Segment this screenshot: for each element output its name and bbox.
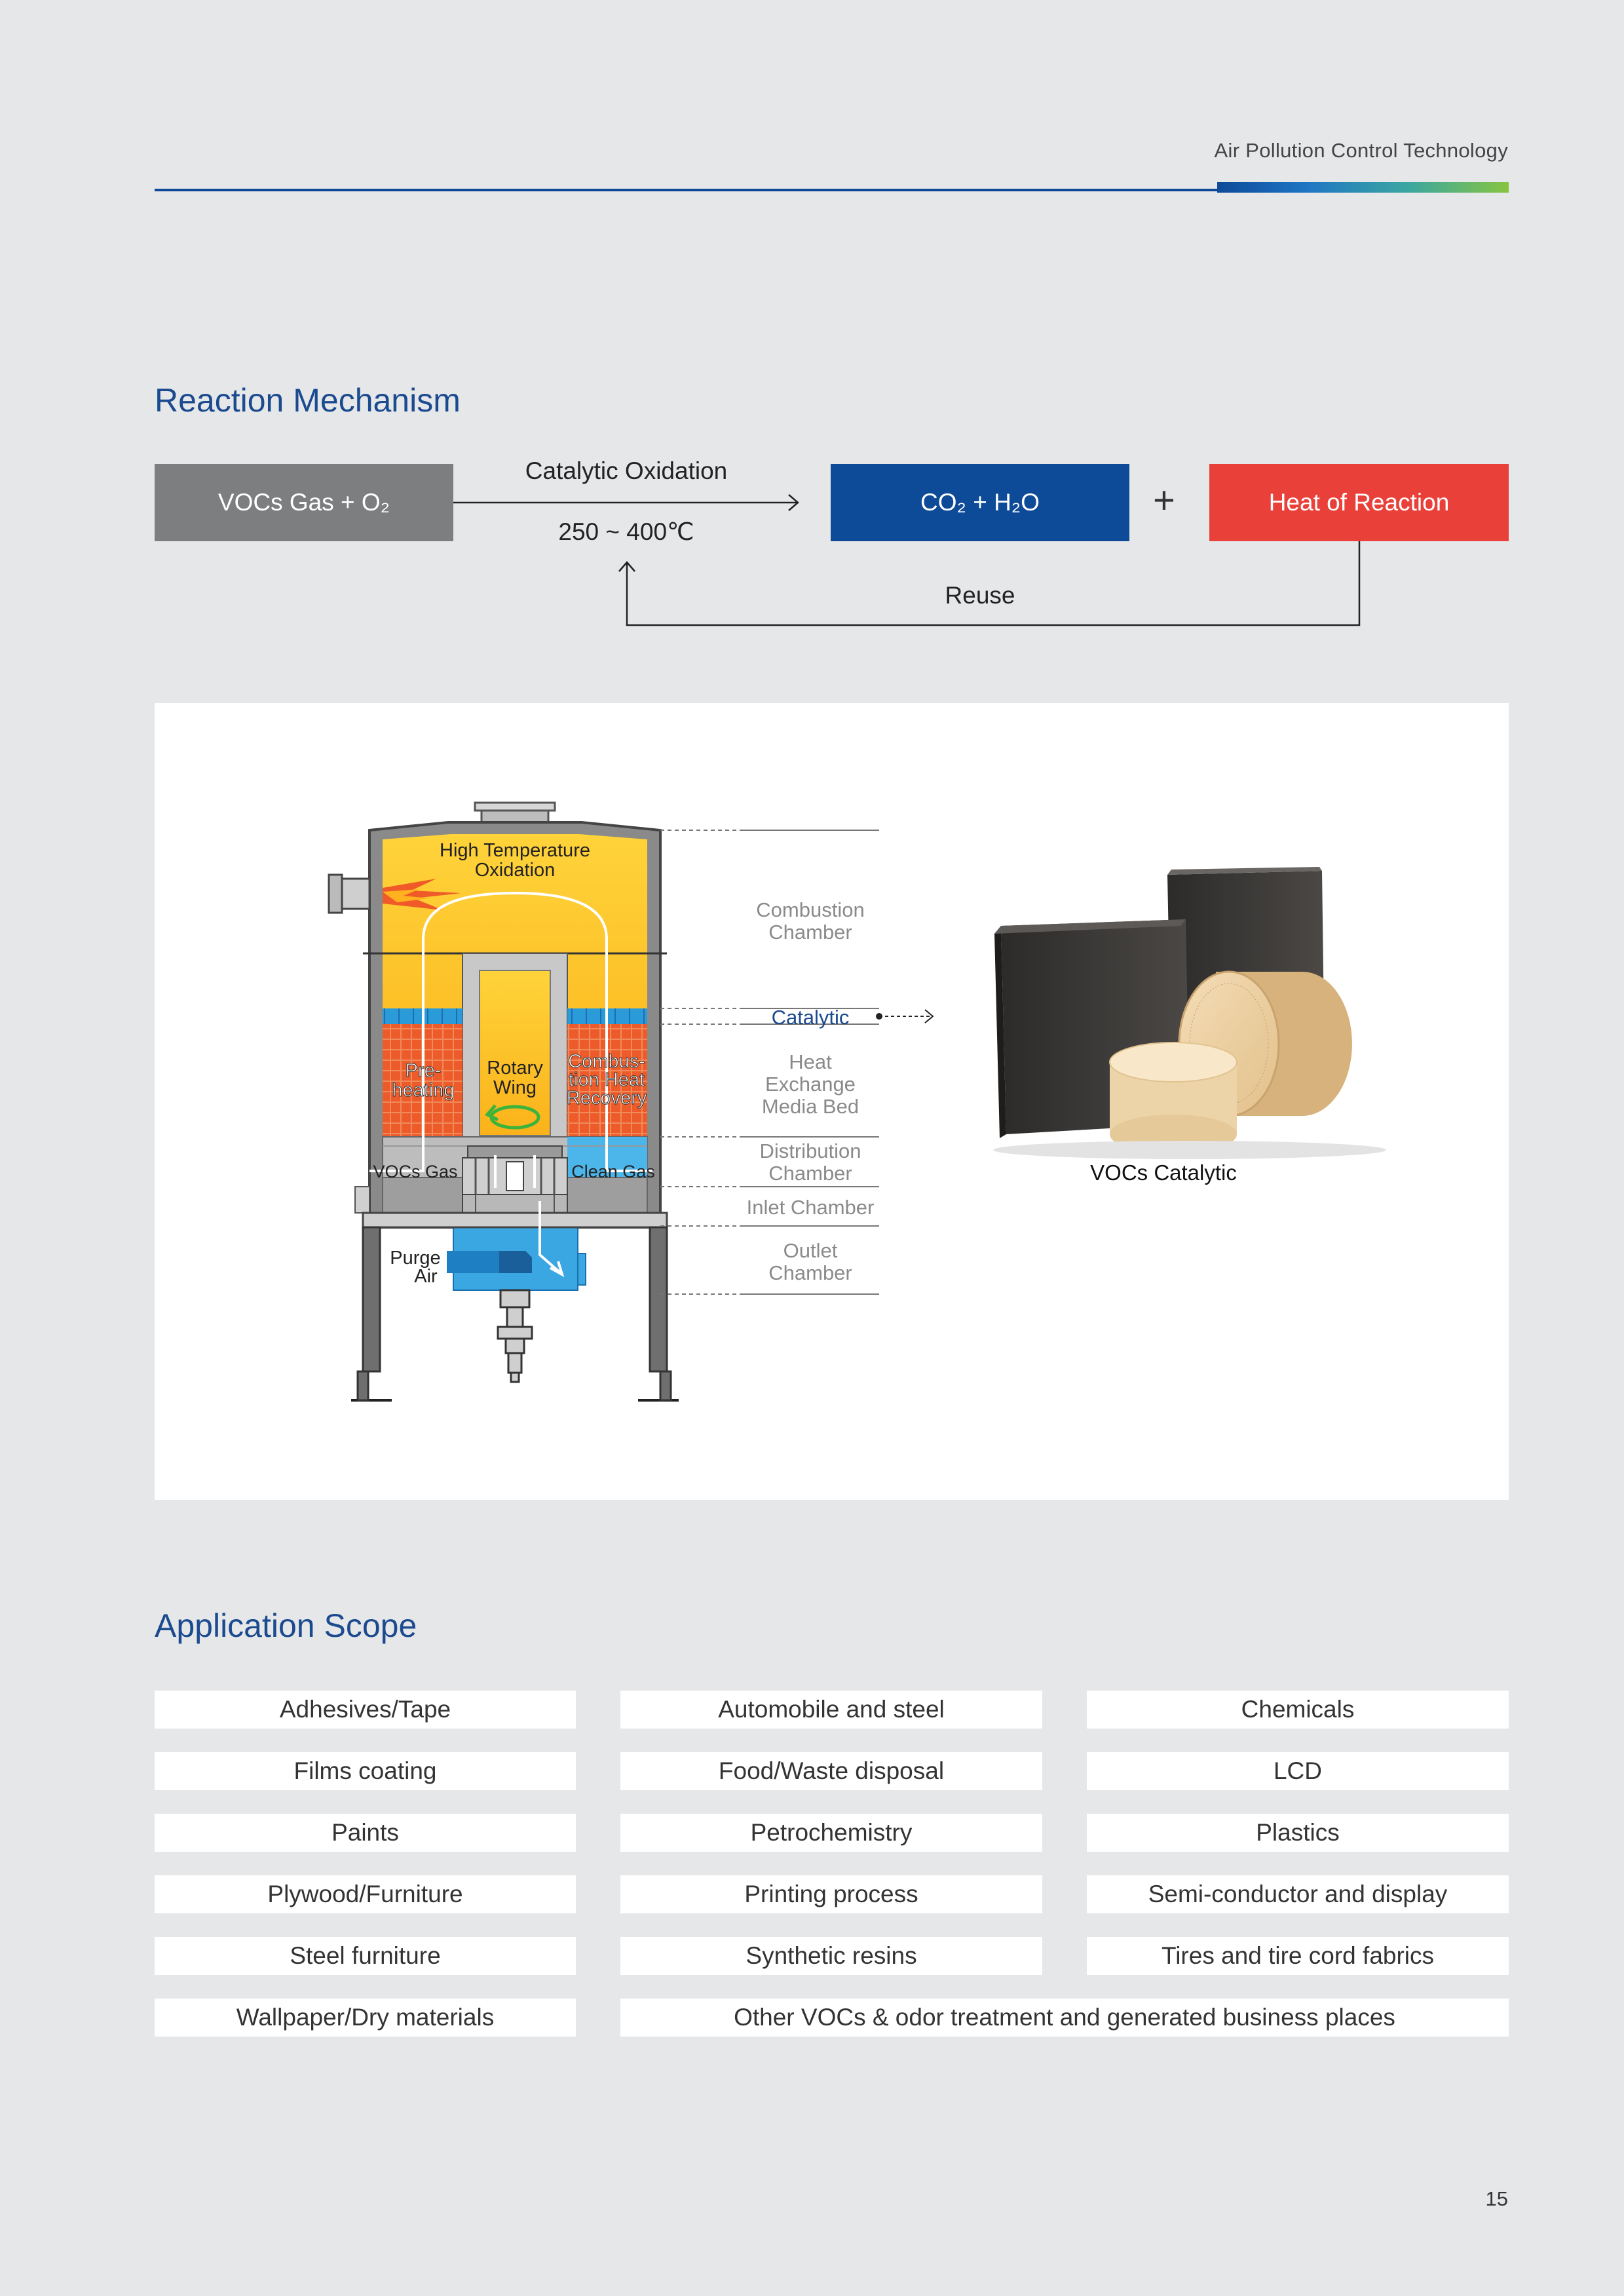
heat-exchange-line2: Exchange xyxy=(765,1073,856,1096)
application-item: Other VOCs & odor treatment and generated business places xyxy=(620,1999,1509,2037)
product-label: CO₂ + H₂O xyxy=(920,489,1040,516)
reuse-arrow xyxy=(619,541,1359,625)
application-item: Plywood/Furniture xyxy=(155,1875,576,1913)
vocs-gas-label: VOCs Gas xyxy=(373,1162,458,1181)
application-item: Plastics xyxy=(1087,1814,1509,1852)
outlet-line2: Chamber xyxy=(768,1261,852,1284)
rotary-line2: Wing xyxy=(493,1077,537,1098)
outlet-line1: Outlet xyxy=(783,1239,838,1262)
rotary-valve xyxy=(463,1146,567,1217)
application-item: Semi-conductor and display xyxy=(1087,1875,1509,1913)
distribution-line2: Chamber xyxy=(768,1162,852,1185)
process-label: Catalytic Oxidation xyxy=(525,457,728,484)
diagram-panel xyxy=(155,703,1509,1500)
application-item: Paints xyxy=(155,1814,576,1852)
catalytic-pointer xyxy=(877,1010,933,1023)
reuse-label: Reuse xyxy=(945,582,1015,609)
application-scope-title: Application Scope xyxy=(155,1607,417,1644)
inlet-chamber-label: Inlet Chamber xyxy=(746,1196,875,1219)
catalytic-label: Catalytic xyxy=(771,1006,850,1029)
application-item: Films coating xyxy=(155,1752,576,1790)
application-item: Automobile and steel xyxy=(620,1691,1042,1729)
top-cap xyxy=(475,803,555,822)
application-item: Tires and tire cord fabrics xyxy=(1087,1937,1509,1975)
combustion-line3: Recovery xyxy=(566,1088,647,1109)
rotary-line1: Rotary xyxy=(487,1058,543,1079)
rto-diagram xyxy=(155,703,1509,1500)
page-number: 15 xyxy=(1485,2187,1508,2210)
clean-gas-label: Clean Gas xyxy=(571,1162,655,1181)
application-item: Food/Waste disposal xyxy=(620,1752,1042,1790)
purge-line1: Purge xyxy=(390,1248,441,1269)
purge-line2: Air xyxy=(414,1266,438,1287)
application-item: Chemicals xyxy=(1087,1691,1509,1729)
catalyst-photo xyxy=(993,867,1386,1159)
heat-exchange-line1: Heat xyxy=(789,1050,832,1073)
combustion-chamber-line2: Chamber xyxy=(768,921,852,944)
combustion-line1: Combus- xyxy=(568,1051,645,1072)
combustion-line2: tion Heat xyxy=(568,1069,645,1090)
oxidation-arrow xyxy=(453,495,798,510)
high-temp-line2: Oxidation xyxy=(474,860,556,881)
preheat-line2: heating xyxy=(392,1080,455,1101)
application-item: Adhesives/Tape xyxy=(155,1691,576,1729)
input-label: VOCs Gas + O₂ xyxy=(217,489,390,516)
photo-caption: VOCs Catalytic xyxy=(1090,1160,1237,1185)
reaction-mechanism-title: Reaction Mechanism xyxy=(155,382,461,419)
heat-exchange-line3: Media Bed xyxy=(761,1095,859,1118)
plus-sign: + xyxy=(1153,479,1175,522)
application-item: Petrochemistry xyxy=(620,1814,1042,1852)
header-title: Air Pollution Control Technology xyxy=(1214,139,1508,162)
temperature-label: 250 ~ 400℃ xyxy=(558,518,694,545)
application-item: Printing process xyxy=(620,1875,1042,1913)
preheat-line1: Pre- xyxy=(405,1060,442,1081)
application-item: LCD xyxy=(1087,1752,1509,1790)
reaction-arrows xyxy=(0,0,1624,655)
application-item: Synthetic resins xyxy=(620,1937,1042,1975)
application-item: Wallpaper/Dry materials xyxy=(155,1999,576,2037)
distribution-line1: Distribution xyxy=(759,1139,861,1162)
drive-shaft xyxy=(498,1290,532,1382)
heat-label: Heat of Reaction xyxy=(1268,489,1450,516)
combustion-chamber-line1: Combustion xyxy=(756,898,865,921)
application-item: Steel furniture xyxy=(155,1937,576,1975)
high-temp-line1: High Temperature xyxy=(440,840,590,861)
